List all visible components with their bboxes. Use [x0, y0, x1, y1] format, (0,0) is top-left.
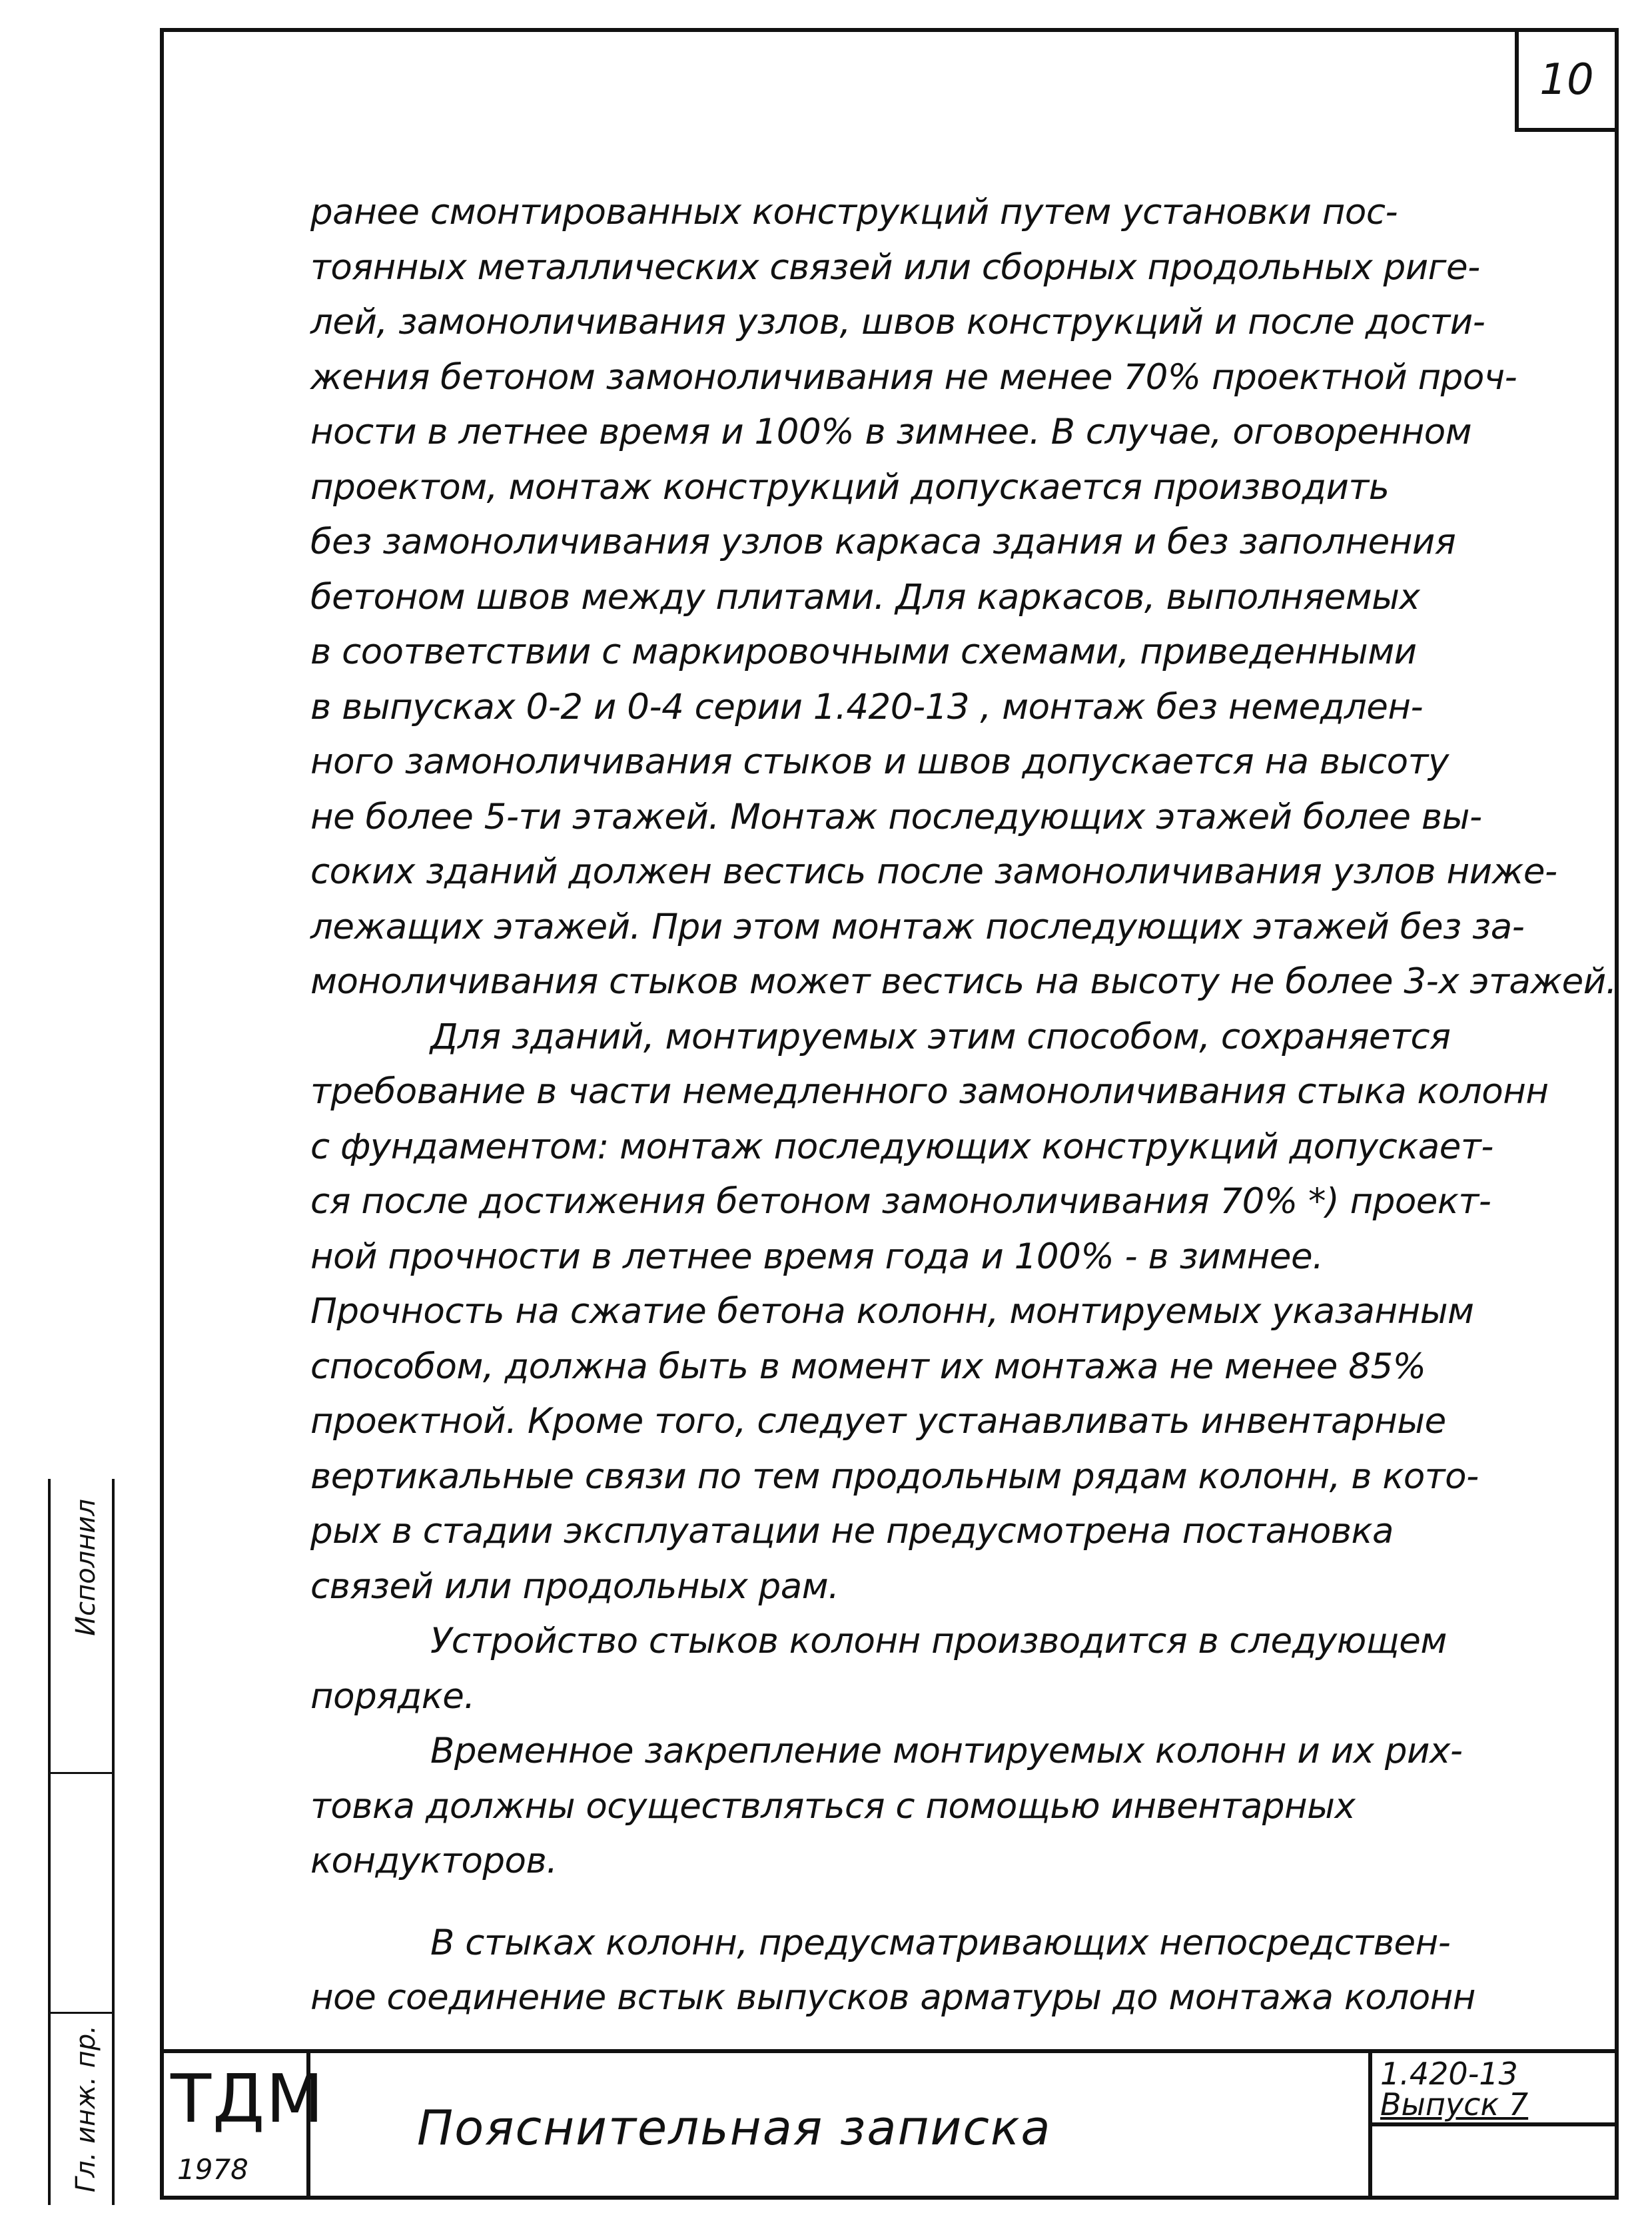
- text-line: В стыках колонн, предусматривающих непосредствен-: [430, 1922, 1451, 1963]
- executor-label: Исполнил: [71, 1499, 101, 1636]
- text-line: требование в части немедленного замоноличивания стыка колонн: [310, 1071, 1549, 1112]
- body-text: [310, 185, 1617, 2026]
- drawing-frame: [160, 28, 1619, 2200]
- series-info: [1372, 2053, 1615, 2126]
- text-line: ного замоноличивания стыков и швов допускается на высоту: [310, 741, 1449, 782]
- title-block-series-cell: [1368, 2053, 1615, 2196]
- binding-strip: [48, 1479, 115, 2205]
- title-block: [164, 2049, 1615, 2196]
- text-line: порядке.: [310, 1675, 475, 1717]
- text-line: способом, должна быть в момент их монтажа не менее 85%: [310, 1346, 1426, 1387]
- strip-divider: [51, 1772, 112, 1774]
- text-line: моноличивания стыков может вестись на высоту не более 3-х этажей.: [310, 961, 1617, 1002]
- text-line: бетоном швов между плитами. Для каркасов, выполняемых: [310, 576, 1420, 618]
- issue-number: Выпуск 7: [1380, 2086, 1529, 2122]
- text-line: не более 5-ти этажей. Монтаж последующих этажей более вы-: [310, 796, 1482, 837]
- text-line: рых в стадии эксплуатации не предусмотрена постановка: [310, 1511, 1394, 1552]
- document-title: Пояснительная записка: [417, 2100, 1052, 2156]
- text-line: проектной. Кроме того, следует устанавливать инвентарные: [310, 1401, 1446, 1442]
- text-line: соких зданий должен вестись после замоноличивания узлов ниже-: [310, 851, 1557, 892]
- text-line: лей, замоноличивания узлов, швов конструкций и после дости-: [310, 302, 1485, 342]
- text-line: Временное закрепление монтируемых колонн и их рих-: [430, 1731, 1463, 1771]
- title-block-logo-cell: [164, 2053, 325, 2196]
- text-line: вертикальные связи по тем продольным рядам колонн, в кото-: [310, 1456, 1479, 1497]
- series-number: 1.420-13: [1380, 2056, 1518, 2092]
- text-line: ной прочности в летнее время года и 100% - в зимнее.: [310, 1236, 1324, 1277]
- text-line: с фундаментом: монтаж последующих конструкций допускает-: [310, 1126, 1493, 1167]
- text-line: ранее смонтированных конструкций путем установки пос-: [310, 192, 1398, 232]
- text-line: ся после достижения бетоном замоноличивания 70% *) проект-: [310, 1181, 1491, 1222]
- paragraph-gap: [310, 1889, 1563, 1916]
- text-line: в соответствии с маркировочными схемами, приведенными: [310, 632, 1417, 672]
- organization-logo: ТДМ: [171, 2060, 325, 2138]
- page-number: 10: [1515, 32, 1615, 132]
- text-line: проектом, монтаж конструкций допускается производить: [310, 466, 1390, 508]
- text-line: ности в летнее время и 100% в зимнее. В случае, оговоренном: [310, 412, 1472, 452]
- text-line: без замоноличивания узлов каркаса здания и без заполнения: [310, 522, 1456, 562]
- text-line: жения бетоном замоноличивания не менее 70% проектной проч-: [310, 356, 1517, 398]
- text-line: связей или продольных рам.: [310, 1565, 839, 1607]
- text-line: кондукторов.: [310, 1841, 558, 1881]
- year-label: 1978: [177, 2153, 248, 2186]
- strip-divider: [51, 2012, 112, 2014]
- text-line: в выпусках 0-2 и 0-4 серии 1.420-13 , монтаж без немедлен-: [310, 686, 1424, 727]
- text-line: товка должны осуществляться с помощью инвентарных: [310, 1785, 1356, 1827]
- text-line: ное соединение встык выпусков арматуры до монтажа колонн: [310, 1977, 1475, 2018]
- text-line: Устройство стыков колонн производится в следующем: [430, 1621, 1447, 1661]
- chief-engineer-label: Гл. инж. пр.: [71, 2025, 101, 2193]
- text-line: тоянных металлических связей или сборных продольных риге-: [310, 246, 1480, 288]
- text-line: лежащих этажей. При этом монтаж последующих этажей без за-: [310, 906, 1525, 947]
- text-line: Прочность на сжатие бетона колонн, монтируемых указанным: [310, 1291, 1474, 1332]
- text-line: Для зданий, монтируемых этим способом, сохраняется: [430, 1016, 1451, 1057]
